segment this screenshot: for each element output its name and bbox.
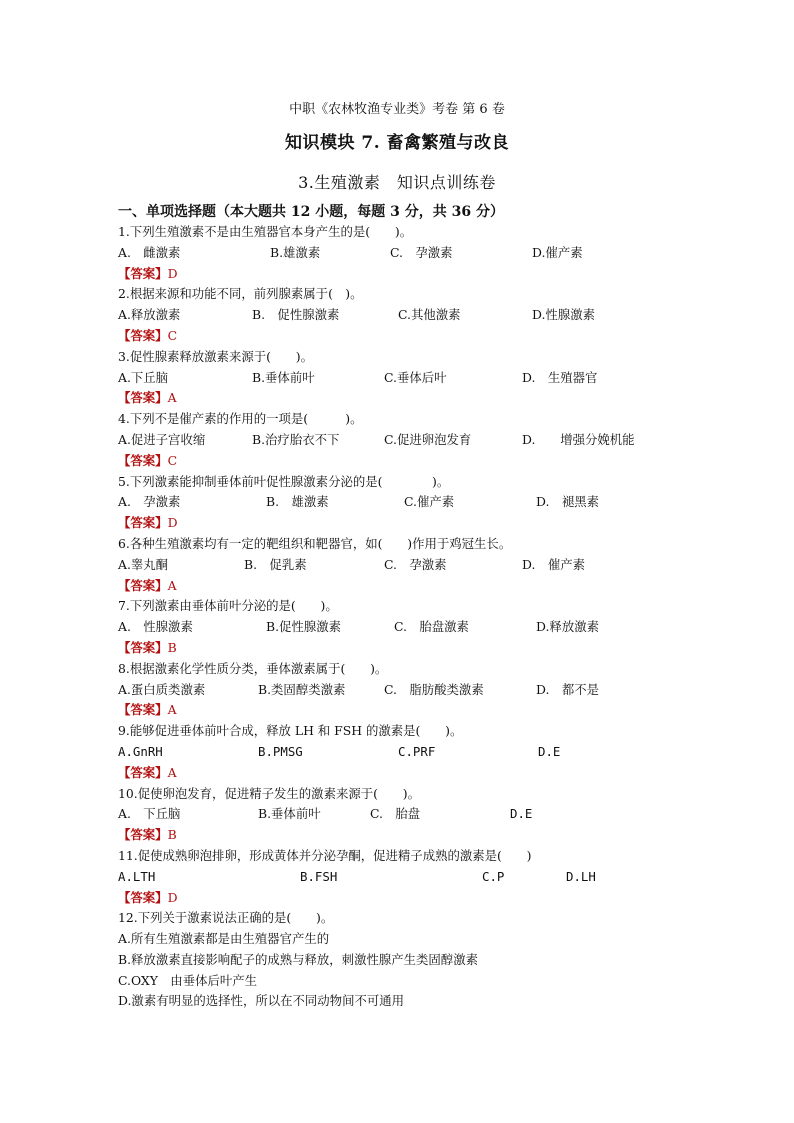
option-b: B.释放激素直接影响配子的成熟与释放，刺激性腺产生类固醇激素 — [118, 951, 478, 967]
options-row — [118, 368, 718, 389]
option-b: B.雄激素 — [270, 244, 321, 260]
answer-line — [118, 638, 718, 659]
question-stem: 6.各种生殖激素均有一定的靶组织和靶器官，如( )作用于鸡冠生长。 — [118, 535, 512, 551]
exam-series-title: 中职《农林牧渔专业类》考卷 第 6 卷 — [289, 102, 505, 117]
question-stem: 10.促使卵泡发育，促进精子发生的激素来源于( )。 — [118, 785, 420, 801]
option-a: A.LTH — [118, 868, 156, 884]
option-d: D. 催产素 — [522, 556, 585, 572]
answer-value: C — [167, 452, 178, 468]
answer-line — [118, 326, 718, 347]
answer-value: A — [167, 702, 177, 718]
answer-value: B — [167, 827, 177, 843]
answer-label: 【答案】 — [118, 577, 168, 593]
answer-label: 【答案】 — [118, 515, 168, 531]
option-b: B. 促乳素 — [244, 556, 307, 572]
options-row — [118, 305, 718, 326]
answer-value: D — [167, 889, 178, 905]
option-c: C.垂体后叶 — [384, 369, 447, 385]
answer-label: 【答案】 — [118, 702, 168, 718]
option-b: B. 雄激素 — [266, 494, 329, 510]
option-c: C.催产素 — [404, 494, 455, 510]
option-c: C. 脂肪酸类激素 — [384, 681, 484, 697]
option-c: C.促进卵泡发育 — [384, 431, 472, 447]
option-a: A.下丘脑 — [118, 369, 169, 385]
section-heading: 一、单项选择题（本大题共 12 小题，每题 3 分，共 36 分） — [118, 204, 504, 220]
option-c: C.OXY 由垂体后叶产生 — [118, 972, 258, 988]
answer-value: D — [167, 265, 178, 281]
answer-value: A — [167, 390, 177, 406]
option-c: C.其他激素 — [398, 307, 461, 323]
options-row — [118, 617, 718, 638]
answer-line — [118, 825, 718, 846]
question-stem: 12.下列关于激素说法正确的是( )。 — [118, 910, 334, 926]
option-d: D. 生殖器官 — [522, 369, 598, 385]
option-d: D. 褪黑素 — [536, 494, 599, 510]
answer-value: B — [167, 639, 177, 655]
option-a: A.蛋白质类激素 — [118, 681, 206, 697]
option-a: A.释放激素 — [118, 307, 181, 323]
option-c: C. 孕激素 — [384, 556, 447, 572]
answer-line — [118, 888, 718, 909]
option-d: D.催产素 — [532, 244, 583, 260]
question-stem: 1.下列生殖激素不是由生殖器官本身产生的是( )。 — [118, 224, 413, 239]
question-stem: 11.促使成熟卵泡排卵，形成黄体并分泌孕酮，促进精子成熟的激素是( ) — [118, 847, 532, 863]
option-b: B. 促性腺激素 — [252, 307, 340, 323]
answer-label: 【答案】 — [118, 265, 168, 281]
option-a: A. 雌激素 — [118, 244, 181, 260]
answer-label: 【答案】 — [118, 390, 168, 406]
answer-value: D — [167, 515, 178, 531]
option-a: A.所有生殖激素都是由生殖器官产生的 — [118, 931, 330, 947]
option-d: D.激素有明显的选择性，所以在不同动物间不可通用 — [118, 993, 405, 1009]
question-stem: 8.根据激素化学性质分类，垂体激素属于( )。 — [118, 660, 388, 676]
option-a: A. 孕激素 — [118, 494, 181, 510]
option-c: C. 孕激素 — [390, 244, 453, 260]
option-c: C.PRF — [398, 743, 436, 759]
options-row — [118, 867, 718, 888]
option-b: B.垂体前叶 — [252, 369, 315, 385]
question-stem: 4.下列不是催产素的作用的一项是( )。 — [118, 411, 363, 427]
option-b: B.治疗胎衣不下 — [252, 431, 340, 447]
answer-label: 【答案】 — [118, 764, 168, 780]
answer-label: 【答案】 — [118, 639, 168, 655]
option-d: D.E — [510, 806, 533, 822]
option-d: D.E — [538, 743, 561, 759]
answer-value: A — [167, 764, 177, 780]
option-b: B.类固醇类激素 — [258, 681, 346, 697]
question-stem: 5.下列激素能抑制垂体前叶促性腺激素分泌的是( )。 — [118, 473, 450, 489]
option-a: A. 下丘脑 — [118, 806, 181, 822]
options-row — [118, 804, 718, 825]
answer-line — [118, 513, 718, 534]
option-a: A.GnRH — [118, 743, 163, 759]
option-c: C. 胎盘激素 — [394, 619, 469, 635]
answer-value: C — [167, 327, 178, 343]
answer-line — [118, 451, 718, 472]
answer-label: 【答案】 — [118, 889, 168, 905]
option-d: D.性腺激素 — [532, 307, 595, 323]
question-stem: 7.下列激素由垂体前叶分泌的是( )。 — [118, 598, 338, 614]
option-d: D. 增强分娩机能 — [522, 431, 635, 447]
answer-value: A — [167, 577, 177, 593]
option-c: C.P — [482, 868, 505, 884]
options-row — [118, 555, 718, 576]
answer-label: 【答案】 — [118, 452, 168, 468]
options-row — [118, 430, 718, 451]
exam-subtitle: 3.生殖激素 知识点训练卷 — [298, 173, 496, 192]
option-b: B.FSH — [300, 868, 338, 884]
option-c: C. 胎盘 — [370, 806, 421, 822]
options-row — [118, 680, 718, 701]
option-b: B.促性腺激素 — [266, 619, 341, 635]
answer-label: 【答案】 — [118, 327, 168, 343]
question-stem: 3.促性腺素释放激素来源于( )。 — [118, 348, 313, 364]
answer-line — [118, 576, 718, 597]
option-b: B.PMSG — [258, 743, 303, 759]
question-stem: 9.能够促进垂体前叶合成，释放 LH 和 FSH 的激素是( )。 — [118, 723, 463, 739]
answer-label: 【答案】 — [118, 827, 168, 843]
answer-line — [118, 763, 718, 784]
answer-line — [118, 388, 718, 409]
module-title: 知识模块 7. 畜禽繁殖与改良 — [284, 133, 510, 153]
option-d: D.释放激素 — [536, 619, 599, 635]
option-b: B.垂体前叶 — [258, 806, 321, 822]
options-row — [118, 243, 718, 264]
option-a: A. 性腺激素 — [118, 619, 193, 635]
options-row — [118, 742, 718, 763]
question-stem: 2.根据来源和功能不同，前列腺素属于( )。 — [118, 286, 363, 302]
option-d: D. 都不是 — [536, 681, 599, 697]
options-row — [118, 492, 718, 513]
option-a: A.睾丸酮 — [118, 556, 169, 572]
question-list — [118, 222, 718, 1012]
option-d: D.LH — [566, 868, 596, 884]
answer-line — [118, 700, 718, 721]
answer-line — [118, 264, 718, 285]
option-a: A.促进子宫收缩 — [118, 431, 206, 447]
